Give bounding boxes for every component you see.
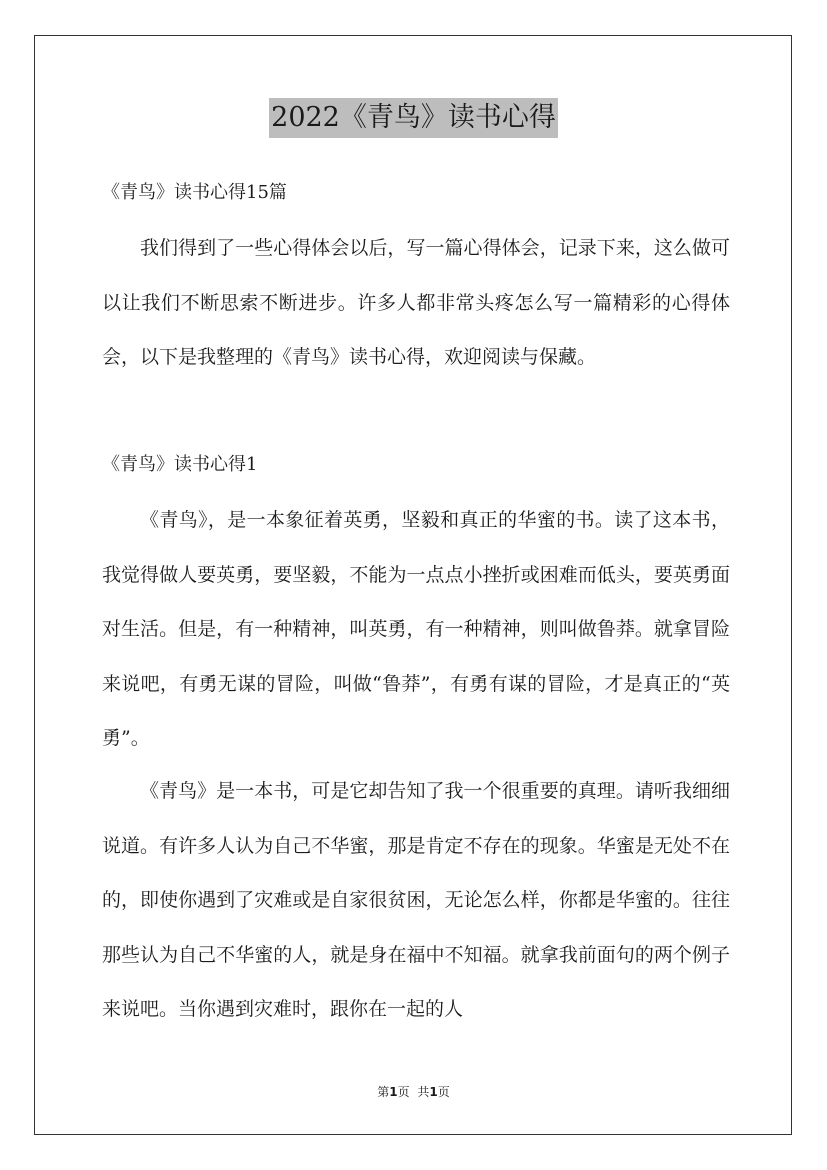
page-number: 1 <box>389 1085 398 1099</box>
total-pages: 1 <box>429 1085 438 1099</box>
body-paragraph-1: 《青鸟》，是一本象征着英勇，坚毅和真正的华蜜的书。读了这本书，我觉得做人要英勇，要坚毅，不能为一点点小挫折或困难而低头，要英勇面对生活。但是，有一种精神，叫英勇，有一种精神，则叫做鲁莽。就拿冒险来说吧，有勇无谋的冒险，叫做“鲁莽”，有勇有谋的冒险，才是真正的“英勇”。 <box>102 509 730 749</box>
page-suffix: 页 <box>397 1085 410 1099</box>
section-heading: 《青鸟》读书心得1 <box>102 454 258 475</box>
page-prefix: 第 <box>377 1085 390 1099</box>
title-container <box>0 98 827 138</box>
intro-paragraph: 我们得到了一些心得体会以后，写一篇心得体会，记录下来，这么做可以让我们不断思索不断进步。许多人都非常头疼怎么写一篇精彩的心得体会，以下是我整理的《青鸟》读书心得，欢迎阅读与保藏。 <box>102 237 730 368</box>
body-paragraph-2: 《青鸟》是一本书，可是它却告知了我一个很重要的真理。请听我细细说道。有许多人认为自己不华蜜，那是肯定不存在的现象。华蜜是无处不在的，即使你遇到了灾难或是自家很贫困，无论怎么样，你都是华蜜的。往往那些认为自己不华蜜的人，就是身在福中不知福。就拿我前面句的两个例子来说吧。当你遇到灾难时，跟你在一起的人 <box>102 780 730 1020</box>
document-title: 2022《青鸟》读书心得 <box>269 98 558 138</box>
document-subtitle: 《青鸟》读书心得15篇 <box>102 182 287 203</box>
total-prefix: 共 <box>417 1085 430 1099</box>
total-suffix: 页 <box>437 1085 450 1099</box>
page-footer <box>0 1083 827 1100</box>
